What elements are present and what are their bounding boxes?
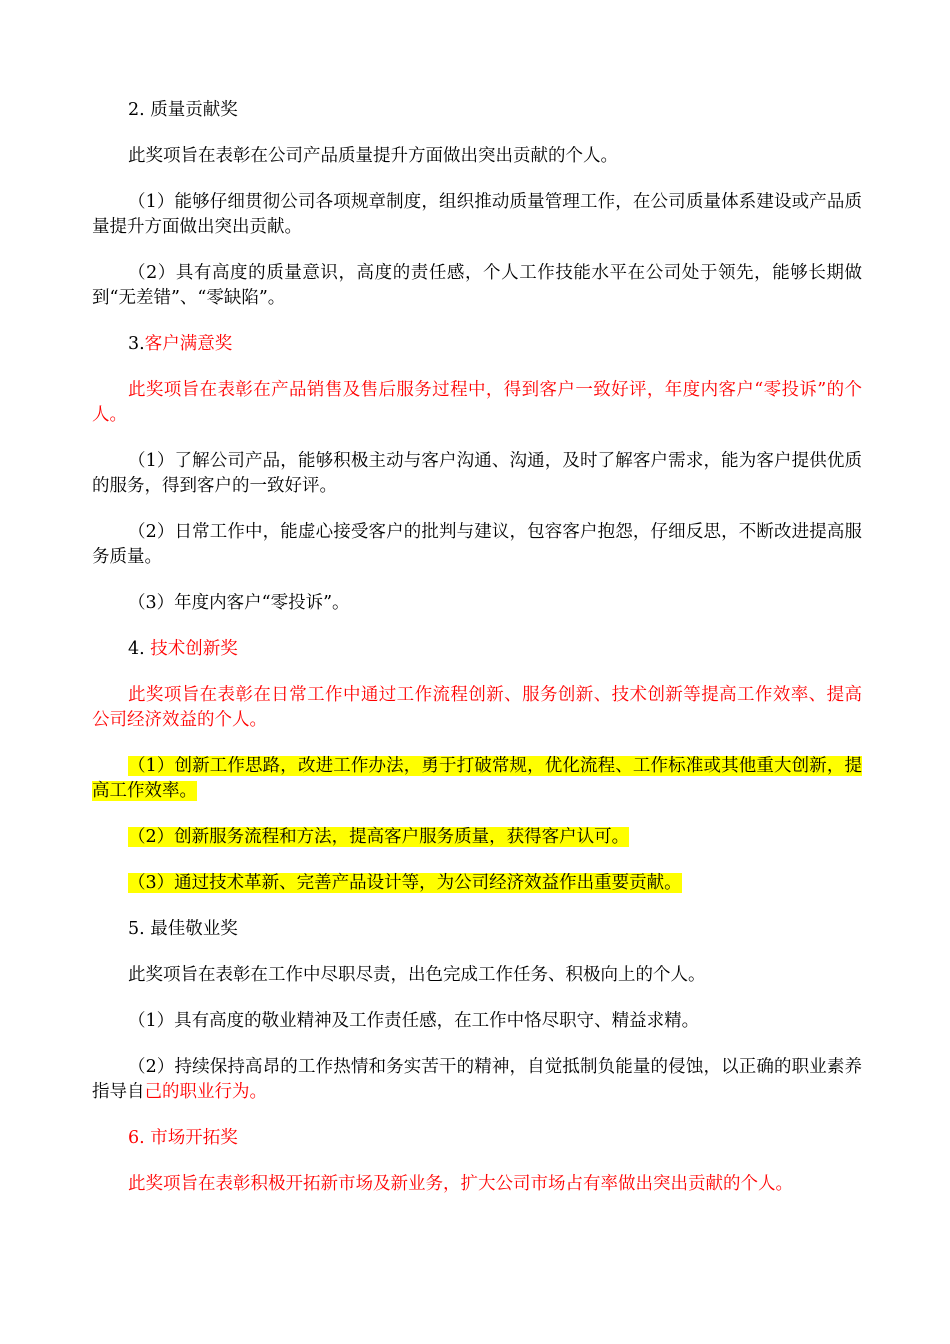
list-item [92,825,862,850]
list-item [92,1055,862,1105]
heading-title: 客户满意奖 [144,334,233,354]
paragraph: 此奖项旨在表彰在公司产品质量提升方面做出突出贡献的个人。 [128,146,618,166]
highlighted-text: （1）创新工作思路，改进工作办法，勇于打破常规，优化流程、工作标准或其他重大创新，提高工作效率。 [92,756,862,801]
paragraph: 此奖项旨在表彰积极开拓新市场及新业务，扩大公司市场占有率做出突出贡献的个人。 [128,1174,793,1194]
heading-number: 4. [128,639,145,659]
list-item: （2）日常工作中，能虚心接受客户的批判与建议，包容客户抱怨，仔细反思，不断改进提高服务质量。 [92,522,862,567]
list-item: （1）具有高度的敬业精神及工作责任感，在工作中恪尽职守、精益求精。 [128,1011,700,1031]
heading-title: 技术创新奖 [150,639,238,659]
list-item: （2）具有高度的质量意识，高度的责任感，个人工作技能水平在公司处于领先，能够长期做到“无差错”、“零缺陷”。 [92,263,862,308]
section-heading-innovation-award [92,637,862,662]
highlighted-text: （3）通过技术革新、完善产品设计等，为公司经济效益作出重要贡献。 [128,873,682,893]
section-heading-market-award: 6. 市场开拓奖 [128,1128,238,1148]
section-heading-dedication-award: 5. 最佳敬业奖 [128,919,238,939]
list-item [92,871,862,896]
list-item: （1）能够仔细贯彻公司各项规章制度，组织推动质量管理工作，在公司质量体系建设或产品质量提升方面做出突出贡献。 [92,192,862,237]
list-item-text: （2）持续保持高昂的工作热情和务实苦干的精神，自觉抵制负能量的侵蚀，以正确的职业素养指导自 [92,1057,862,1102]
paragraph: 此奖项旨在表彰在日常工作中通过工作流程创新、服务创新、技术创新等提高工作效率、提高公司经济效益的个人。 [92,685,862,730]
section-heading-quality-award: 2. 质量贡献奖 [128,100,238,120]
document-page [92,98,862,1197]
list-item: （3）年度内客户“零投诉”。 [128,593,350,613]
section-heading-customer-award [92,332,862,357]
list-item: （1）了解公司产品，能够积极主动与客户沟通、沟通，及时了解客户需求，能为客户提供优质的服务，得到客户的一致好评。 [92,451,862,496]
highlighted-text: （2）创新服务流程和方法，提高客户服务质量，获得客户认可。 [128,827,630,847]
heading-number: 3. [128,334,145,354]
list-item-text-red: 己的职业行为。 [144,1082,267,1102]
paragraph: 此奖项旨在表彰在工作中尽职尽责，出色完成工作任务、积极向上的个人。 [128,965,706,985]
list-item [92,754,862,804]
paragraph: 此奖项旨在表彰在产品销售及售后服务过程中，得到客户一致好评，年度内客户“零投诉”的个人。 [92,380,862,425]
